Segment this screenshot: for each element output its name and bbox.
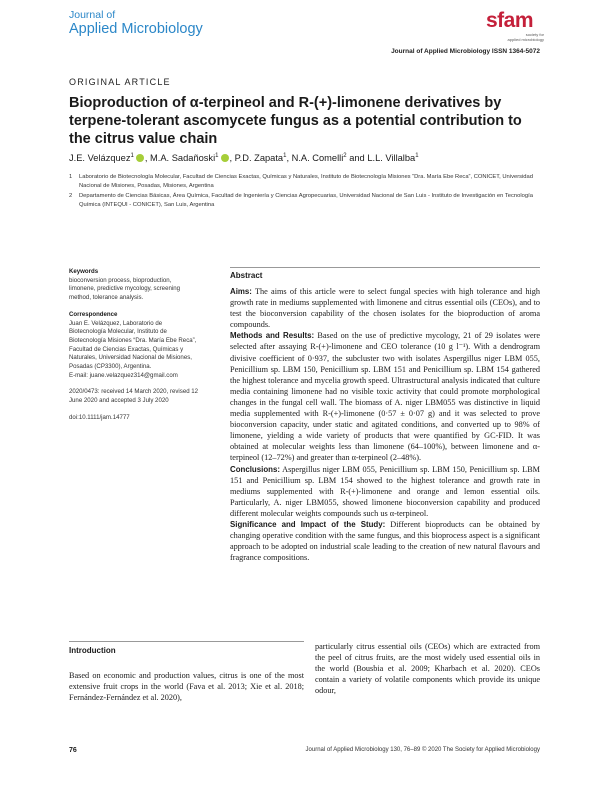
- author-affiliation-mark: 1: [415, 153, 419, 159]
- affiliation-number: 1: [69, 174, 73, 180]
- conclusions-label: Conclusions:: [230, 464, 280, 474]
- author-name: M.A. Sadañoski: [150, 153, 216, 164]
- conclusions-text: Aspergillus niger LBM 055, Penicillium sp. LBM 150, Penicillium sp. LBM 151 and Penicillium sp. LBM 154 showed to the highest tolerance and growth rate in mediums supplemented with R-(+)-limonene and orange and lemon essential oils. Particularly, A. niger LBM055, showed limonene bioconversion capability and produced different molecular weights compounds such us α-terpineol.: [230, 464, 541, 518]
- body-column-2-text: particularly citrus essential oils (CEOs) which are extracted from the peel of citrus fruits, are the most widely used essential oils in the world (Bousbia et al. 2009; Kharbach et al. 2020). CEOs contain a variety of volatile components which provide its unique odour,: [315, 642, 540, 696]
- journal-issn: Journal of Applied Microbiology ISSN 1364-5072: [391, 48, 540, 55]
- journal-logo-line1: Journal of: [69, 9, 116, 21]
- correspondence-text: Juan E. Velázquez, Laboratorio de Biotecnología Molecular, Instituto de Biotecnología Misiones “Dra. María Ebe Reca”, Facultad de Ciencias Exactas, Químicas y Naturales, Universidad Nacional de Misiones, Posadas (CP3300), Argentina.: [69, 319, 197, 371]
- keywords-heading: Keywords: [69, 268, 99, 275]
- introduction-section: [69, 641, 304, 703]
- affiliation-item: [69, 173, 539, 190]
- author-affiliation-mark: 2: [343, 153, 347, 159]
- keywords-text: bioconversion process, bioproduction, limonene, predictive mycology, screening method, tolerance analysis.: [69, 276, 180, 302]
- aims-text: The aims of this article were to select fungal species with high tolerance and high growth rate in mediums supplemented with limonene and citrus essential oils (CEOs), and to test the bioconversion capability of the chosen isolates for the bioproduction of aroma compounds.: [230, 287, 540, 330]
- author-affiliation-mark: 1: [283, 153, 287, 159]
- significance-text: Different bioproducts can be obtained by changing operative condition with the same fungus, and this bioprocess aspect is a significant approach to be adopted on industrial scale leading to the creation of new natural flavours and fragrance compositions.: [230, 519, 541, 563]
- affiliation-number: 2: [69, 193, 73, 200]
- author-list: [69, 153, 539, 163]
- correspondence-heading: Correspondence: [69, 310, 118, 318]
- body-column-2: [315, 641, 540, 696]
- article-history: 2020/0473: received 14 March 2020, revised 12 June 2020 and accepted 3 July 2020: [69, 388, 199, 405]
- author-separator: and: [346, 153, 368, 164]
- orcid-icon[interactable]: [221, 154, 229, 162]
- abstract-conclusions: [230, 464, 540, 519]
- page-number: 76: [69, 747, 77, 754]
- affiliation-item: [69, 192, 539, 209]
- aims-label: Aims:: [230, 287, 252, 296]
- author-name: L.L. Villalba: [367, 153, 416, 164]
- author-separator: ,: [286, 153, 292, 164]
- orcid-icon[interactable]: [136, 154, 144, 162]
- abstract: [230, 267, 540, 563]
- methods-text: Based on the use of predictive mycology, 21 of 29 isolates were selected after assaying R-(+)-limonene and CEO tolerance (10 g l⁻¹). With a dendrogram divisive coefficient of 0·937, the subcluster two with isolates Aspergillus niger LBM 055, Penicillium sp. LBM 150, Penicillium sp. LBM 151 and Penicillium sp. LBM 154 gathered the highest tolerance and mycelia growth speed. Ultrastructural analysis indicated that culture media containing limonene had no visible toxic activity that could promote morphological changes in the fungal cell wall. The biomass of A. niger LBM055 was distinctive in liquid media supplemented with R-(+)-limonene (0·57 ± 0·07 g) and it was selected to prove bioconversion capacity, under static and agitated conditions, and converted up to 98% of limonene, yielding a wide variety of products that were quantified by GC-FID. It was obtained at molecular weights less than limonene (64–100%), between limonene and α-terpineol (12–72%) and greater than α-terpineol (2–48%).: [230, 331, 541, 463]
- author-affiliation-mark: 1: [215, 153, 219, 159]
- article-title: Bioproduction of α-terpineol and R-(+)-limonene derivatives by terpene-tolerant ascomycete fungus as a potential contribution to the citrus value chain: [69, 95, 522, 147]
- author-name: P.D. Zapata: [234, 153, 284, 164]
- correspondence-email[interactable]: E-mail: juane.velazquez314@gmail.com: [69, 371, 178, 379]
- abstract-significance: [230, 519, 540, 563]
- abstract-methods: [230, 330, 540, 463]
- author-separator: ,: [144, 153, 151, 164]
- introduction-heading: Introduction: [69, 641, 304, 655]
- author-separator: ,: [229, 153, 235, 164]
- society-logo[interactable]: [486, 10, 544, 46]
- author-name: J.E. Velázquez: [69, 153, 131, 164]
- significance-label: Significance and Impact of the Study:: [230, 519, 386, 529]
- society-logo-sub1: society for: [525, 32, 544, 37]
- affiliation-text: Laboratorio de Biotecnología Molecular, Facultad de Ciencias Exactas, Químicas y Naturales, Instituto de Biotecnología Misiones “Dra. María Ebe Reca”, CONICET, Universidad Nacional de Misiones, Posadas, Misiones, Argentina: [79, 174, 533, 189]
- journal-logo[interactable]: [69, 10, 239, 37]
- author-name: N.A. Comelli: [291, 153, 344, 164]
- affiliations: [69, 173, 539, 211]
- introduction-text: Based on economic and production values, citrus is one of the most extensive fruit crops in the world (Fava et al. 2013; Xie et al. 2018; Fernández-Fernández et al. 2020),: [69, 671, 304, 703]
- author-affiliation-mark: 1: [130, 153, 134, 159]
- article-info-sidebar: [69, 268, 199, 431]
- footer-citation: Journal of Applied Microbiology 130, 76–89 © 2020 The Society for Applied Microbiology: [305, 747, 540, 753]
- abstract-aims: [230, 286, 540, 330]
- journal-logo-line2: Applied Microbiology: [69, 21, 203, 37]
- article-type: ORIGINAL ARTICLE: [69, 77, 171, 87]
- society-logo-sub2: applied microbiology: [507, 37, 544, 42]
- abstract-heading: Abstract: [230, 267, 540, 280]
- article-doi[interactable]: doi:10.1111/jam.14777: [69, 413, 130, 421]
- affiliation-text: Departamento de Ciencias Básicas, Área Química, Facultad de Ingeniería y Ciencias Agropecuarias, Universidad Nacional de San Luis - Instituto de Investigación en Tecnología Química (INTEQUI - CONICET), San Luis, Argentina: [79, 193, 533, 208]
- society-logo-mark: sfam: [486, 9, 534, 32]
- methods-label: Methods and Results:: [230, 331, 315, 341]
